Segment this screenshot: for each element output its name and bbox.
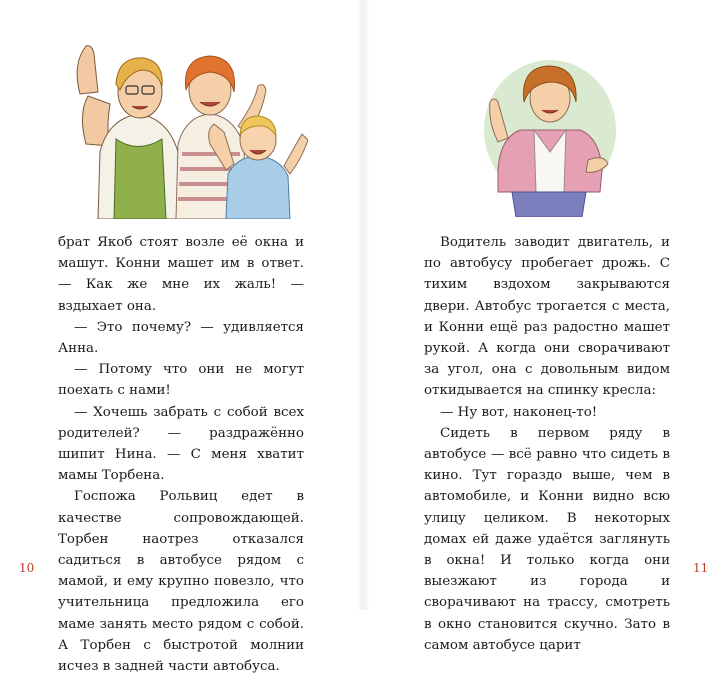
paragraph: — Ну вот, наконец-то!	[440, 404, 598, 420]
page-number-left: 10	[19, 561, 35, 575]
paragraph: брат Якоб стоят возле её окна и машут. Конни машет им в ответ. — Как же мне их жаль! — вздыхает она.	[58, 235, 304, 314]
paragraph: Сидеть в первом ряду в автобусе — всё равно что сидеть в кино. Тут гораздо выше, чем в автомобиле, и Конни видно всю улицу целиком. В некоторых домах ей даже удаётся заглянуть в окна! И только когда они выезжают из города и сворачивают на трассу, смотреть в окно становится скучно. Зато в самом автобусе царит	[424, 425, 670, 653]
page-left	[0, 0, 362, 675]
paragraph: Водитель заводит двигатель, и по автобусу пробегает дрожь. С тихим вздохом закрываются двери. Автобус трогается с места, и Конни ещё раз радостно машет рукой. А когда они сворачивают за угол, она с довольным видом откидывается на спинку кресла:	[424, 235, 670, 399]
woman-teacher-illustration	[468, 42, 628, 217]
page-number-right: 11	[693, 561, 709, 575]
paragraph: — Хочешь забрать с собой всех родителей? — раздражённо шипит Нина. — С меня хватит мамы Торбена.	[58, 404, 304, 484]
left-page-text	[58, 232, 304, 677]
paragraph: — Это почему? — удивляется Анна.	[58, 319, 304, 357]
paragraph: Госпожа Рольвиц едет в качестве сопровождающей. Торбен наотрез отказался садиться в автобусе рядом с мамой, и ему крупно повезло, что учительница предложила его маме занять место рядом с собой. А Торбен с быстротой молнии исчез в задней части автобуса.	[58, 489, 304, 675]
paragraph: — Потому что они не могут поехать с нами!	[58, 362, 304, 399]
page-right	[363, 0, 725, 653]
right-page-text	[424, 232, 670, 656]
waving-family-illustration	[58, 34, 308, 219]
